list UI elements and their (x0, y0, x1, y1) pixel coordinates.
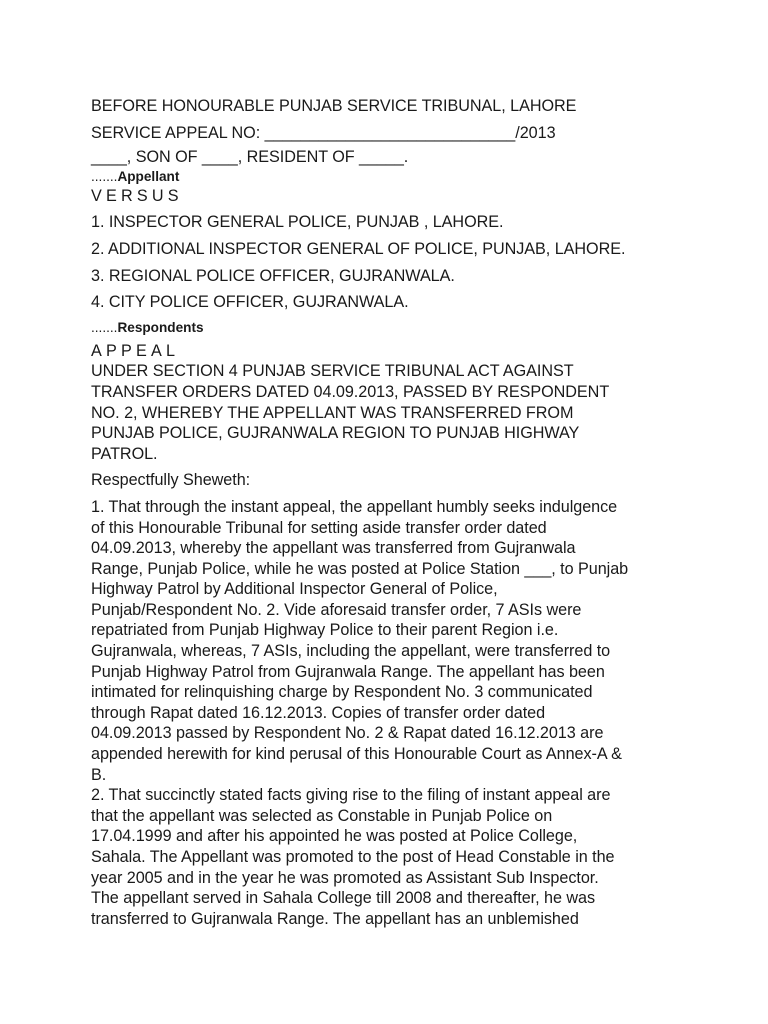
paragraph-line: 04.09.2013, whereby the appellant was transferred from Gujranwala (91, 539, 576, 558)
paragraph-2 (91, 785, 691, 929)
appellant-line: ____, SON OF ____, RESIDENT OF _____. (91, 148, 409, 167)
document-page (91, 96, 691, 929)
appeal-line: PATROL. (91, 444, 158, 463)
respondent-item: 4. CITY POLICE OFFICER, GUJRANWALA. (91, 293, 409, 312)
paragraph-line: 1. That through the instant appeal, the appellant humbly seeks indulgence (91, 497, 618, 516)
paragraph-line: Highway Patrol by Additional Inspector General of Police, (91, 580, 498, 599)
appeal-line: UNDER SECTION 4 PUNJAB SERVICE TRIBUNAL ACT AGAINST (91, 362, 574, 381)
paragraph-line: Range, Punjab Police, while he was posted at Police Station ___, to Punjab (91, 559, 629, 578)
appeal-title: APPEAL (91, 341, 180, 360)
paragraph-line: that the appellant was selected as Constable in Punjab Police on (91, 806, 553, 825)
paragraph-line: intimated for relinquishing charge by Respondent No. 3 communicated (91, 683, 593, 702)
paragraph-line: Gujranwala, whereas, 7 ASIs, including the appellant, were transferred to (91, 642, 611, 661)
appeal-line: NO. 2, WHEREBY THE APPELLANT WAS TRANSFERRED FROM (91, 403, 574, 422)
appellant-designation (91, 168, 691, 186)
appellant-dots: ....... (91, 168, 118, 184)
paragraph-line: Punjab/Respondent No. 2. Vide aforesaid transfer order, 7 ASIs were (91, 600, 582, 619)
paragraph-line: repatriated from Punjab Highway Police to their parent Region i.e. (91, 621, 559, 640)
salutation: Respectfully Sheweth: (91, 471, 251, 490)
appeal-description (91, 361, 691, 464)
paragraph-line: of this Honourable Tribunal for setting aside transfer order dated (91, 518, 547, 537)
appellant-label: Appellant (117, 168, 180, 184)
paragraph-line: 17.04.1999 and after his appointed he was posted at Police College, (91, 827, 578, 846)
appeal-line: TRANSFER ORDERS DATED 04.09.2013, PASSED BY RESPONDENT (91, 382, 610, 401)
paragraph-line: B. (91, 765, 107, 784)
court-heading: BEFORE HONOURABLE PUNJAB SERVICE TRIBUNAL, LAHORE (91, 97, 577, 115)
paragraph-line: The appellant served in Sahala College till 2008 and thereafter, he was (91, 889, 595, 908)
respondents-label: Respondents (117, 319, 204, 335)
respondents-dots: ....... (91, 319, 118, 335)
paragraph-line: Sahala. The Appellant was promoted to the post of Head Constable in the (91, 848, 615, 866)
paragraph-line: Punjab Highway Patrol from Gujranwala Range. The appellant has been (91, 662, 605, 681)
respondents-designation (91, 319, 691, 337)
paragraph-line: 04.09.2013 passed by Respondent No. 2 & Rapat dated 16.12.2013 are (91, 724, 604, 743)
paragraph-line: year 2005 and in the year he was promoted as Assistant Sub Inspector. (91, 868, 599, 887)
respondent-list (91, 212, 691, 312)
paragraph-line: transferred to Gujranwala Range. The appellant has an unblemished (91, 909, 579, 928)
respondent-item: 3. REGIONAL POLICE OFFICER, GUJRANWALA. (91, 266, 455, 285)
respondent-item: 1. INSPECTOR GENERAL POLICE, PUNJAB , LAHORE. (91, 213, 504, 232)
paragraph-1 (91, 497, 691, 785)
paragraph-line: through Rapat dated 16.12.2013. Copies of transfer order dated (91, 703, 546, 722)
versus-heading: VERSUS (91, 186, 183, 205)
paragraph-line: 2. That succinctly stated facts giving rise to the filing of instant appeal are (91, 786, 611, 805)
appeal-line: PUNJAB POLICE, GUJRANWALA REGION TO PUNJAB HIGHWAY (91, 424, 580, 443)
respondent-item: 2. ADDITIONAL INSPECTOR GENERAL OF POLICE, PUNJAB, LAHORE. (91, 239, 626, 258)
appeal-number: SERVICE APPEAL NO: ____________________________/2013 (91, 123, 556, 142)
paragraph-line: appended herewith for kind perusal of this Honourable Court as Annex-A & (91, 745, 622, 764)
